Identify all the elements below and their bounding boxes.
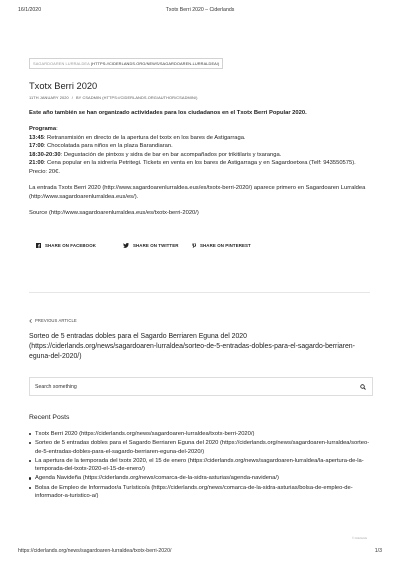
- program-text: : Cena popular en la sidrería Petritegi. Tickets en venta en los bares de Astigarraga y en Sagardoetxea (Telf: 943550575). Precio: 20€.: [29, 160, 356, 175]
- program-text: : Degustación de pintxos y sidra de bar en bar acompañados por trikitilaris y txaranga.: [60, 151, 282, 158]
- facebook-icon: [36, 243, 41, 248]
- list-item[interactable]: [35, 457, 370, 474]
- previous-article-link[interactable]: Sorteo de 5 entradas dobles para el Sagardo Berriaren Eguna del 2020 (https://ciderlands.org/news/sagardoaren-lurraldea/sorteo-de-5-entradas-dobles-para-el-sagardo-berriaren-eguna-del-2020/): [29, 333, 355, 360]
- recent-post-link[interactable]: La apertura de la temporada del txotx 2020, el 15 de enero (https://ciderlands.org/news/sagardoaren-lurraldea/la-apertura-de-la-temporada-del-txotx-2020-el-15-de-enero/): [35, 457, 364, 473]
- print-title: Txotx Berri 2020 – Ciderlands: [165, 7, 235, 13]
- program-item: [29, 151, 370, 160]
- share-twitter-button[interactable]: [123, 243, 179, 248]
- program-text: : Chocolatada para niños en la plaza Barandiaran.: [43, 143, 173, 149]
- program-time: 18:30-20:30: [29, 151, 61, 158]
- category-name: SAGARDOAREN LURRALDEA: [33, 61, 90, 66]
- article: [29, 52, 370, 253]
- share-facebook-button[interactable]: [36, 243, 96, 248]
- post-author-link[interactable]: BY CSADMIN (HTTPS://CIDERLANDS.ORG/AUTHOR/CSADMIN/): [75, 95, 198, 100]
- source-link[interactable]: Source (http://www.sagardoarenlurraldea.eus/es/txotx-berri-2020/): [29, 210, 199, 216]
- list-item[interactable]: [35, 484, 370, 501]
- bullet-icon: [29, 487, 31, 489]
- pinterest-icon: [192, 243, 196, 248]
- previous-article-label[interactable]: [29, 318, 77, 323]
- recent-post-link[interactable]: Agenda Navideña (https://ciderlands.org/news/comarca-de-la-sidra-asturias/agenda-navidena/): [35, 475, 279, 482]
- search-button[interactable]: [357, 381, 369, 393]
- program-time: 21:00: [29, 160, 44, 166]
- bullet-icon: [29, 460, 31, 462]
- share-pinterest-label: SHARE ON PINTEREST: [200, 242, 251, 248]
- list-item[interactable]: [35, 439, 370, 456]
- print-url: https://ciderlands.org/news/sagardoaren-lurraldea/txotx-berri-2020/: [18, 548, 172, 554]
- bullet-icon: [29, 433, 31, 435]
- list-item[interactable]: [35, 430, 370, 439]
- program-item: [29, 159, 370, 176]
- previous-label-text: PREVIOUS ARTICLE: [35, 318, 77, 323]
- share-twitter-label: SHARE ON TWITTER: [133, 242, 179, 248]
- copyright-note: © Ciderlands: [351, 537, 367, 540]
- meta-separator: /: [71, 95, 73, 100]
- bullet-icon: [29, 477, 31, 479]
- post-intro: Este año también se han organizado actividades para los ciudadanos en el Txotx Berri Popular 2020.: [29, 110, 307, 116]
- category-tag[interactable]: [29, 58, 223, 69]
- search-input[interactable]: [30, 378, 352, 395]
- post-title: Txotx Berri 2020: [29, 81, 98, 91]
- print-footer: [18, 548, 382, 558]
- program-heading-text: Programa: [29, 126, 57, 132]
- program-heading: Programa:: [29, 126, 58, 132]
- page-number: 1/3: [374, 548, 382, 554]
- chevron-left-icon: [29, 319, 32, 323]
- print-date: 16/1/2020: [18, 7, 42, 13]
- share-pinterest-button[interactable]: [192, 243, 251, 248]
- origin-note[interactable]: La entrada Txotx Berri 2020 (http://www.sagardoarenlurraldea.eus/es/txotx-berri-2020/) aparece primero en Sagardoaren Lurraldea (http://www.sagardoarenlurraldea.eus/es/).: [29, 185, 366, 200]
- program-text: : Retransmisión en directo de la apertura del txotx en los bares de Astigarraga.: [43, 134, 246, 141]
- share-bar: [29, 243, 370, 253]
- program-time: 13:45: [29, 134, 44, 141]
- program-item: [29, 142, 370, 151]
- twitter-icon: [123, 243, 129, 248]
- program-item: [29, 134, 370, 143]
- share-facebook-label: SHARE ON FACEBOOK: [45, 242, 96, 248]
- bullet-icon: [29, 442, 31, 444]
- recent-posts-heading: Recent Posts: [29, 414, 70, 421]
- divider: [29, 292, 370, 293]
- print-header: [18, 7, 382, 17]
- recent-post-link[interactable]: Txotx Berri 2020 (https://ciderlands.org/news/sagardoaren-lurraldea/txotx-berri-2020/): [35, 431, 255, 437]
- program-time: 17:00: [29, 143, 44, 149]
- category-url: (HTTPS://CIDERLANDS.ORG/NEWS/SAGARDOAREN-LURRALDEA/): [90, 61, 220, 66]
- post-meta: [29, 95, 370, 101]
- recent-post-link[interactable]: Sorteo de 5 entradas dobles para el Sagardo Berriaren Eguna del 2020 (https://ciderlands.org/news/sagardoaren-lurraldea/sorteo-de-5-entradas-dobles-para-el-sagardo-berriaren-eguna-del-2020/): [35, 440, 370, 455]
- search-icon: [360, 384, 366, 390]
- recent-post-link[interactable]: Bolsa de Empleo de Informador/a Turístico/a (https://ciderlands.org/news/comarca-de-la-sidra-asturias/bolsa-de-empleo-de-informador-a-turistico-a/): [35, 484, 353, 500]
- list-item[interactable]: [35, 474, 370, 483]
- recent-posts-list: [29, 430, 370, 501]
- search-form: [29, 377, 373, 396]
- post-date: 11TH JANUARY 2020: [29, 95, 69, 100]
